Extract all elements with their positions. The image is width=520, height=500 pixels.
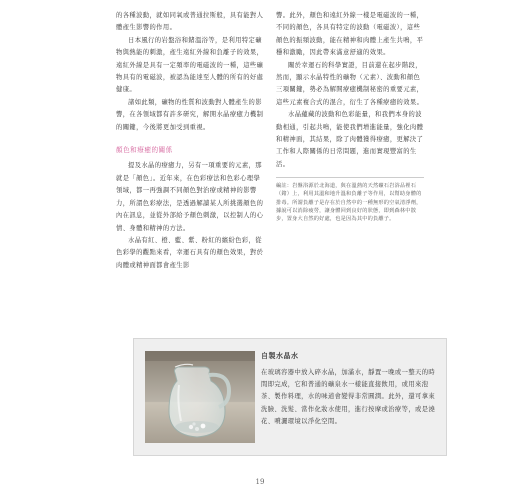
left-paragraph-2: 日本風行的岩盤浴和鍺溫浴等，是利用特定礦物與熱能的刺激，產生遠紅外線和負離子的效果，遠紅外線是具有一定頻率的電磁波的一種，這些礦物具有的電磁波，被認為能達至人體的所有的好處健康。: [116, 36, 264, 94]
left-column: [116, 10, 264, 272]
crystal-water-box: [133, 338, 447, 456]
box-title: 自製水晶水: [261, 352, 299, 360]
right-column: [276, 10, 424, 223]
page-number: 19: [255, 478, 265, 486]
glass-jar-illustration: [145, 351, 255, 443]
glass-jar-photo: [145, 351, 255, 443]
box-body-text: 在玻璃容器中放入碎水晶，加滿水，靜置一晚或一整天的時間即完成，它和普通的礦泉水一樣能直接飲用，或用來泡茶、製作料理，水的味道會變得非常圓潤。此外，還可拿來洗臉、洗髮、當作化妝水使用，進行按摩或治療等，或是澆花、噴灑環境以淨化空間。: [261, 369, 436, 425]
right-paragraph-1: 響。此外，顏色和遠紅外線一樣是電磁波的一種，不同的顏色，各具有特定的波動（電磁波），這些顏色的振頻波動，能在精神和肉體上產生共鳴，平穩和激勵，因此帶來滿意舒適的效果。: [276, 12, 424, 57]
right-paragraph-2: 關於幸運石的科學實證，目前還在起步階段，然而，顯示水晶特性的礦物（元素）、波動和顏色三項關鍵，勢必為解開療癒機制秘密的重要元素，這些元素複合式的混合，衍生了各種療癒的效果。: [276, 61, 424, 106]
left-paragraph-3: 諸如此類，礦物的性質和波動對人體產生的影響，在各領域都有許多研究，解開水晶療癒力機制的關鍵，今後將更加受到重視。: [116, 98, 264, 131]
section-heading: 顏色和療癒的關係: [116, 146, 173, 155]
editor-note: 編註：岩盤浴源於北海道，與在溫熱的天然礦石岩浴品裡石（鍺）上，利用其溫和地升溫和負離子等作用，以幫助身體的排毒。所謂負離子是存在於自然中的一種無形的空氣清淨劑，據說可以消除疲勞，讓身體回到良好的狀態，即到森林中散步，置身大自然的好處，也是因為其中的負離子。: [276, 177, 424, 223]
left-paragraph-5: 水晶有紅、橙、藍、紫、粉紅的繽紛色彩，從色彩學的觀點來看，幸運石具有的顏色效果，對於肉體或精神面都會產生影: [116, 236, 264, 269]
left-paragraph-4: 提及水晶的療癒力，另有一項重要的元素，那就是「顏色」。近年來，在色彩療法和色彩心理學領域，都一再強調不同顏色對治療或精神的影響力，所謂色彩療法，是透過解讀某人所挑選顏色的內在訊息，並從外部給予顏色刺激，以控制人的心情、身體和精神的方法。: [116, 162, 264, 232]
right-paragraph-3: 水晶蘊藏的波動和色彩能量，和我們本身的波動相通，引起共鳴，能使我們增進能量，強化肉體和精神面，其結果，除了肉體獲得療癒，更解決了工作和人際關係的日常問題，進而實現豐富的生活。: [276, 111, 424, 168]
left-paragraph-1: 的各種波動，就如同氧或普通拉斯般，具有能對人體產生影響的作用。: [116, 12, 264, 32]
